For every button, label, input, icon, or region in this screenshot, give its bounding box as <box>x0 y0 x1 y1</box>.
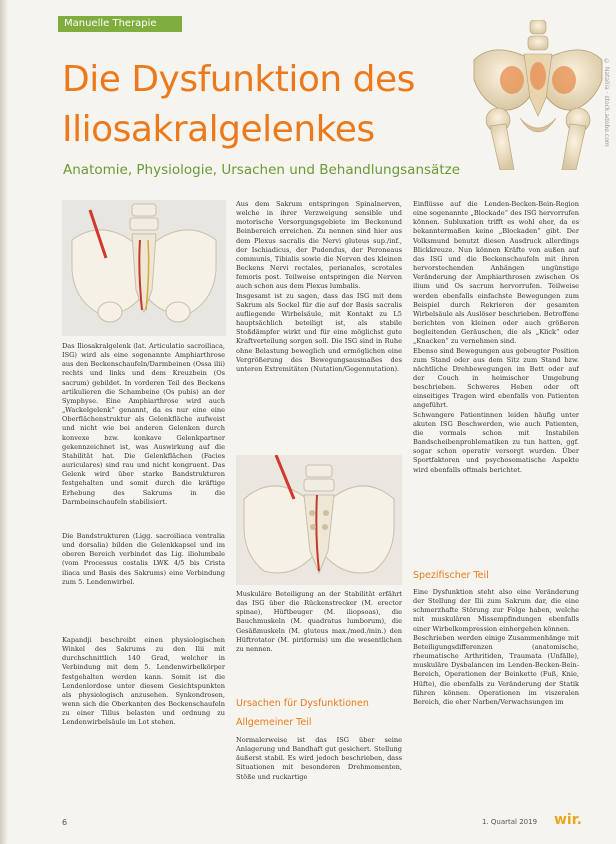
body-text-col1-p1: Das Iliosakralgelenk (lat. Articulatio sacroiliaca, ISG) wird als eine sogenannte Amphiarthrose aus den Beckenschaufeln/Darmbeinen (Ossa ilii) rechts und links und dem Kreuzbein (Os sacrum) gebildet. In vorderen Teil des Beckens artikulieren die Schambeine (Os pubis) an der Symphyse. Eine Amphiarthrose wird auch „Wackelgelenk“ genannt, da es nur eine eine Oberflächenstruktur als Gelenkfläche aufweist und nicht wie bei anderen Gelenken durch konvexe bzw. konkave Gelenkpartner gekennzeichnet ist, was Auswirkung auf die Stabilität hat. Die Gelenkflächen (Facies auriculares) sind rau und nicht kongruent. Das Gelenk wird über starke Bandstrukturen festgehalten und somit durch die kräftige Erhebung des Sakrums in die Darmbeinschaufeln stabilisiert. <box>62 342 225 506</box>
body-text-col1-p3: Kapandji beschreibt einen physiologischen Winkel des Sakrums zu den Ilii mit durchschnittlich 140 Grad, welcher in Verbindung mit dem 5. Lendenwirbelkörper festgehalten werden kann. Somit ist die Lendenlordose unter diesem Gesichtspunkten als physiologisch anzusehen. Synkondrosen, wenn sich die Oberkanten des Beckenschaufeln zu einer Tillus belasten und ordnung zu Lendenwirbelsäule im Lot stehen. <box>62 636 225 727</box>
body-text-col1-p2: Die Bandstrukturen (Ligg. sacroiliaca ventralia und dorsalia) bilden die Gelenkkapsel und im oberen Bereich verbindet das Lig. iliolumbale (vom Processus costalis LWK 4/5 bis Crista iliaca und Basis des Sakrums) eine Verbindung zum 5. Lendenwirbel. <box>62 532 225 586</box>
body-text-col3-p1: Einflüsse auf die Lenden-Becken-Bein-Region eine sogenannte „Blockade“ des ISG hervorrufen können. Subluxation trifft es wohl eher, da es bekanntermaßen keine „Blockaden“ gibt. Der Volksmund benutzt diesen Ausdruck allerdings Blickkreuze. Nun können Kräfte von außen auf das ISG und die Beckenschaufeln mit ihren hervorstechenden Anhängen ungünstige Veränderung der Amphiarthrosen zwischen Os ilium und Os sacrum hervorrufen. Teilweise werden ebenfalls einfachste Bewegungen zum Beispiel durch Rekrieren der gesamten Wirbelsäule als Auslöser beschrieben. Betroffene berichten von kleinen oder auch größeren begleitenden Geräuschen, die als „Klick“ oder „Knacken“ zu vernehmen sind. Ebenso sind Bewegungen aus gebeugter Position zum Stand oder aus dem Sitz zum Stand bzw. nächtliche Drehbewegungen im Bett oder auf der Couch in heimischer Umgebung beschrieben. Schweres Heben oder oft einseitiges Tragen wird ebenfalls von Patienten angeführt. Schwangere Patientinnen leiden häufig unter akuten ISG Beschwerden, wie auch Patienten, die vormals schon mit Instabilen Bandscheibenproblematiken zu tun hatten, ggf. sogar schon operativ versorgt wurden. Über Sportfaktoren und psychosomatische Aspekte wird ebenfalls oftmals berichtet. <box>413 200 579 474</box>
pelvis-illustration <box>462 20 612 170</box>
title-line-2: Iliosakralgelenkes <box>62 109 375 150</box>
section-tag: Manuelle Therapie <box>58 16 182 32</box>
body-text-col2-p4: Normalerweise ist das ISG über seine Anlagerung und Bandhaft gut gesichert. Stellung äußerst stabil. Es wird jedoch beschrieben, dass Situationen mit besonderen Drehmomenten, Stöße und ruckartige <box>236 736 402 781</box>
page-gutter-shadow <box>0 0 8 844</box>
subtitle: Anatomie, Physiologie, Ursachen und Behandlungsansätze <box>63 162 461 178</box>
page-number: 6 <box>62 818 68 827</box>
title-line-1: Die Dysfunktion des <box>62 59 415 100</box>
heading-ursachen: Ursachen für Dysfunktionen <box>236 698 369 709</box>
body-text-col2-p3: Muskuläre Beteiligung an der Stabilität erfährt das ISG über die Rückenstrecker (M. erector spinae), Hüftbeuger (M. iliopsoas), die Bauchmuskeln (M. quadratus lumborum), die Gesäßmuskeln (M. gluteus max./med./min.) den Hüftrotator (M. piriformis) um die wesentlichen zu nennen. <box>236 590 402 653</box>
heading-allgemeiner-teil: Allgemeiner Teil <box>236 717 312 728</box>
pelvis-model-photo <box>62 200 226 336</box>
wir-logo: wir. <box>554 812 582 828</box>
body-text-col2-p1: Aus dem Sakrum entspringen Spinalnerven, welche in ihrer Verzweigung sensible und motorische Versorgungsgebiete im Beckenund Beinbereich erreichen. Zu nennen sind hier aus dem Plexus sacralis die Nervi gluteus sup./inf., der Ischiadicus, der Pudendus, der Peroneaus communis, Tibialis sowie die Nerven des kleinen Beckens Nervi rectales, perianales, scrotales femoris post. Teilweise entspringen die Nerven auch schon aus dem Plexus lumbalis. Insgesamt ist zu sagen, dass das ISG mit dem Sakrum als Sockel für die auf der Basis sacralis aufliegende Wirbelsäule, mit Kontakt zu L5 hauptsächlich beteiligt ist, als stabile Stoßdämpfer wirkt und für eine möglichst gute Kraftverteilung sorgen soll. Die ISG sind in Ruhe ohne Belastung beweglich und ermöglichen eine Vergrößerung des Bewegungsausmaßes des unteren Extremitäten (Nutation/Gegennutation). <box>236 200 402 373</box>
heading-spezifischer-teil: Spezifischer Teil <box>413 570 489 581</box>
body-text-col3-p4: Eine Dysfunktion steht also eine Veränderung der Stellung der Ilii zum Sakrum dar, die eine schmerzhafte Störung zur Folge haben, welche mit muskulären Missempfindungen ebenfalls einer Wirbelkompression einhergehen können. Beschrieben werden einige Zusammenhänge mit Beteiligungsdifferenzen (anatomische, rheumatische Arthritiden, Traumata (Unfälle), muskuläre Dysbalancen im Lenden-Becken-Bein-Bereich, Operationen der Beinkette (Fuß, Knie, Hüfte), die ebenfalls zu Veränderung der Statik führen können. Operationen im viszeralen Bereich, die eher Narben/Verwachsungen im <box>413 588 579 706</box>
issue-label: 1. Quartal 2019 <box>482 818 538 826</box>
sacrum-model-photo <box>236 455 402 585</box>
image-credit: © Nataliia · stock.adobe.com <box>603 58 610 147</box>
